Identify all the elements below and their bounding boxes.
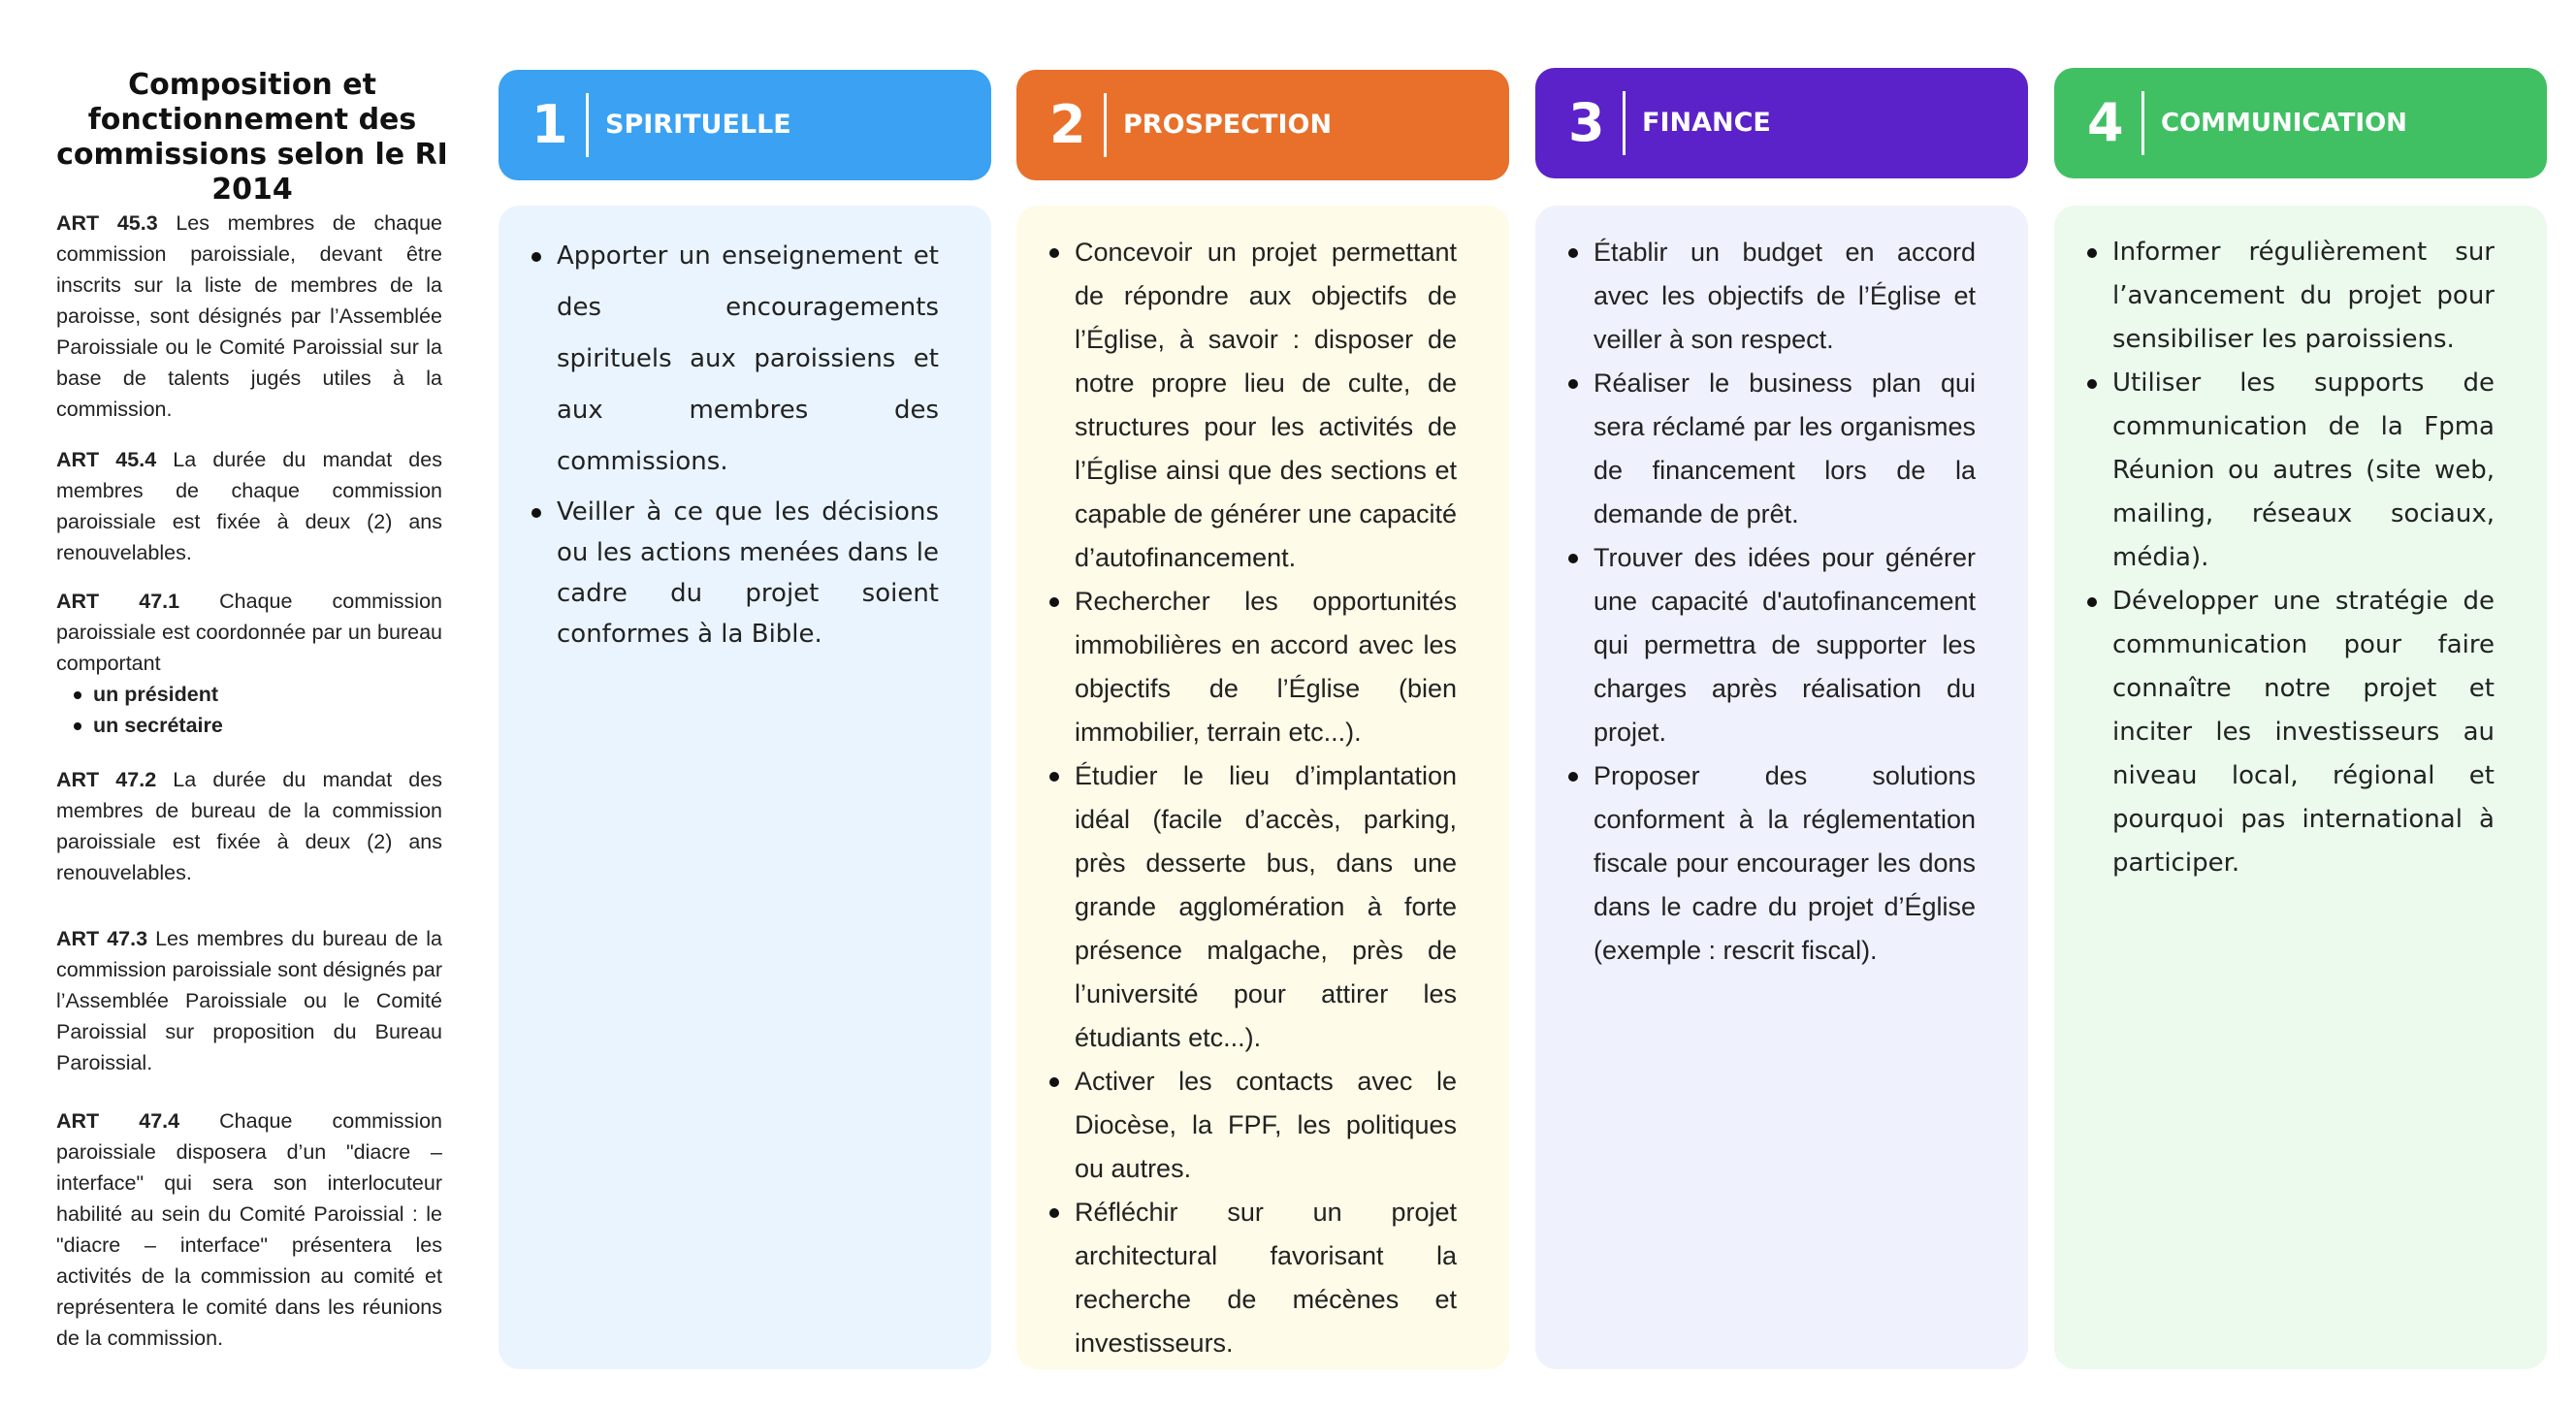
mission-list <box>2112 231 2495 885</box>
commission-header <box>1016 70 1509 180</box>
article-code: ART 45.3 <box>56 211 158 235</box>
article-code: ART 47.1 <box>56 590 180 613</box>
commission-number: 3 <box>1568 92 1605 153</box>
commission-body <box>1016 206 1509 1369</box>
list-item: Trouver des idées pour générer une capacité d'autofinancement qui permettra de supporter les charges après réalisation du projet. <box>1594 536 1976 754</box>
header-divider <box>586 93 589 157</box>
article-code: ART 47.4 <box>56 1109 180 1133</box>
commission-number: 2 <box>1049 94 1086 155</box>
commission-name: COMMUNICATION <box>2161 109 2407 138</box>
article-text: Chaque commission paroissiale est coordonnée par un bureau comportant <box>56 590 442 675</box>
article-47-1 <box>56 586 442 741</box>
commission-header <box>2054 68 2547 178</box>
commission-number: 4 <box>2087 92 2124 153</box>
list-item: Étudier le lieu d’implantation idéal (facile d’accès, parking, près desserte bus, dans une grande agglomération à forte présence malgache, près de l’université pour attirer les étudiants etc...). <box>1075 754 1457 1060</box>
commission-name: PROSPECTION <box>1123 110 1333 140</box>
list-item: Activer les contacts avec le Diocèse, la FPF, les politiques ou autres. <box>1075 1060 1457 1191</box>
commission-body <box>1535 206 2028 1369</box>
article-code: ART 47.2 <box>56 768 157 791</box>
article-45-3 <box>56 208 442 425</box>
article-code: ART 47.3 <box>56 927 148 950</box>
article-text: Les membres du bureau de la commission paroissiale sont désignés par l’Assemblée Paroissiale ou le Comité Paroissial sur proposition du Bureau Paroissial. <box>56 927 442 1074</box>
commission-header <box>1535 68 2028 178</box>
sidebar <box>39 68 466 208</box>
sidebar-title: Composition et fonctionnement des commissions selon le RI 2014 <box>56 68 448 207</box>
list-item: un secrétaire <box>74 710 442 741</box>
list-item: Proposer des solutions conforment à la réglementation fiscale pour encourager les dons dans le cadre du projet d’Église (exemple : rescrit fiscal). <box>1594 754 1976 973</box>
article-text: La durée du mandat des membres de chaque commission paroissiale est fixée à deux (2) ans renouvelables. <box>56 448 442 564</box>
article-text: La durée du mandat des membres de bureau de la commission paroissiale est fixée à deux (2) ans renouvelables. <box>56 768 442 884</box>
list-item: un président <box>74 679 442 710</box>
article-code: ART 45.4 <box>56 448 157 471</box>
commission-body <box>2054 206 2547 1369</box>
commission-name: SPIRITUELLE <box>605 110 791 140</box>
mission-list <box>1594 231 1976 973</box>
commission-body <box>499 206 991 1369</box>
header-divider <box>2141 91 2144 155</box>
list-item: Utiliser les supports de communication de la Fpma Réunion ou autres (site web, mailing, réseaux sociaux, média). <box>2112 362 2495 580</box>
commission-header <box>499 70 991 180</box>
commission-number: 1 <box>531 94 568 155</box>
article-47-2 <box>56 764 442 888</box>
list-item: Veiller à ce que les décisions ou les actions menées dans le cadre du projet soient conformes à la Bible. <box>557 492 939 655</box>
list-item: Rechercher les opportunités immobilières en accord avec les objectifs de l’Église (bien immobilier, terrain etc...). <box>1075 580 1457 754</box>
list-item: Concevoir un projet permettant de répondre aux objectifs de l’Église, à savoir : disposer de notre propre lieu de culte, de structures pour les activités de l’Église ainsi que des sections et capable de générer une capacité d’autofinancement. <box>1075 231 1457 580</box>
list-item: Réfléchir sur un projet architectural favorisant la recherche de mécènes et investisseurs. <box>1075 1191 1457 1365</box>
list-item: Réaliser le business plan qui sera réclamé par les organismes de financement lors de la demande de prêt. <box>1594 362 1976 536</box>
article-47-4 <box>56 1105 442 1354</box>
article-47-3 <box>56 923 442 1078</box>
header-divider <box>1623 91 1626 155</box>
article-text: Chaque commission paroissiale disposera d’un "diacre – interface" qui sera son interlocuteur habilité au sein du Comité Paroissial : le "diacre – interface" présentera les activités de la commission au comité et représentera le comité dans les réunions de la commission. <box>56 1109 442 1350</box>
article-45-4 <box>56 444 442 568</box>
bureau-list <box>74 679 442 741</box>
list-item: Établir un budget en accord avec les objectifs de l’Église et veiller à son respect. <box>1594 231 1976 362</box>
list-item: Développer une stratégie de communication pour faire connaître notre projet et inciter les investisseurs au niveau local, régional et pourquoi pas international à participer. <box>2112 580 2495 885</box>
mission-list <box>1075 231 1457 1365</box>
mission-list <box>557 231 939 655</box>
article-text: Les membres de chaque commission paroissiale, devant être inscrits sur la liste de membres de la paroisse, sont désignés par l’Assemblée Paroissiale ou le Comité Paroissial sur la base de talents jugés utiles à la commission. <box>56 211 442 421</box>
list-item: Informer régulièrement sur l’avancement du projet pour sensibiliser les paroissiens. <box>2112 231 2495 362</box>
list-item: Apporter un enseignement et des encouragements spirituels aux paroissiens et aux membres des commissions. <box>557 231 939 488</box>
header-divider <box>1104 93 1107 157</box>
commission-name: FINANCE <box>1642 108 1771 138</box>
